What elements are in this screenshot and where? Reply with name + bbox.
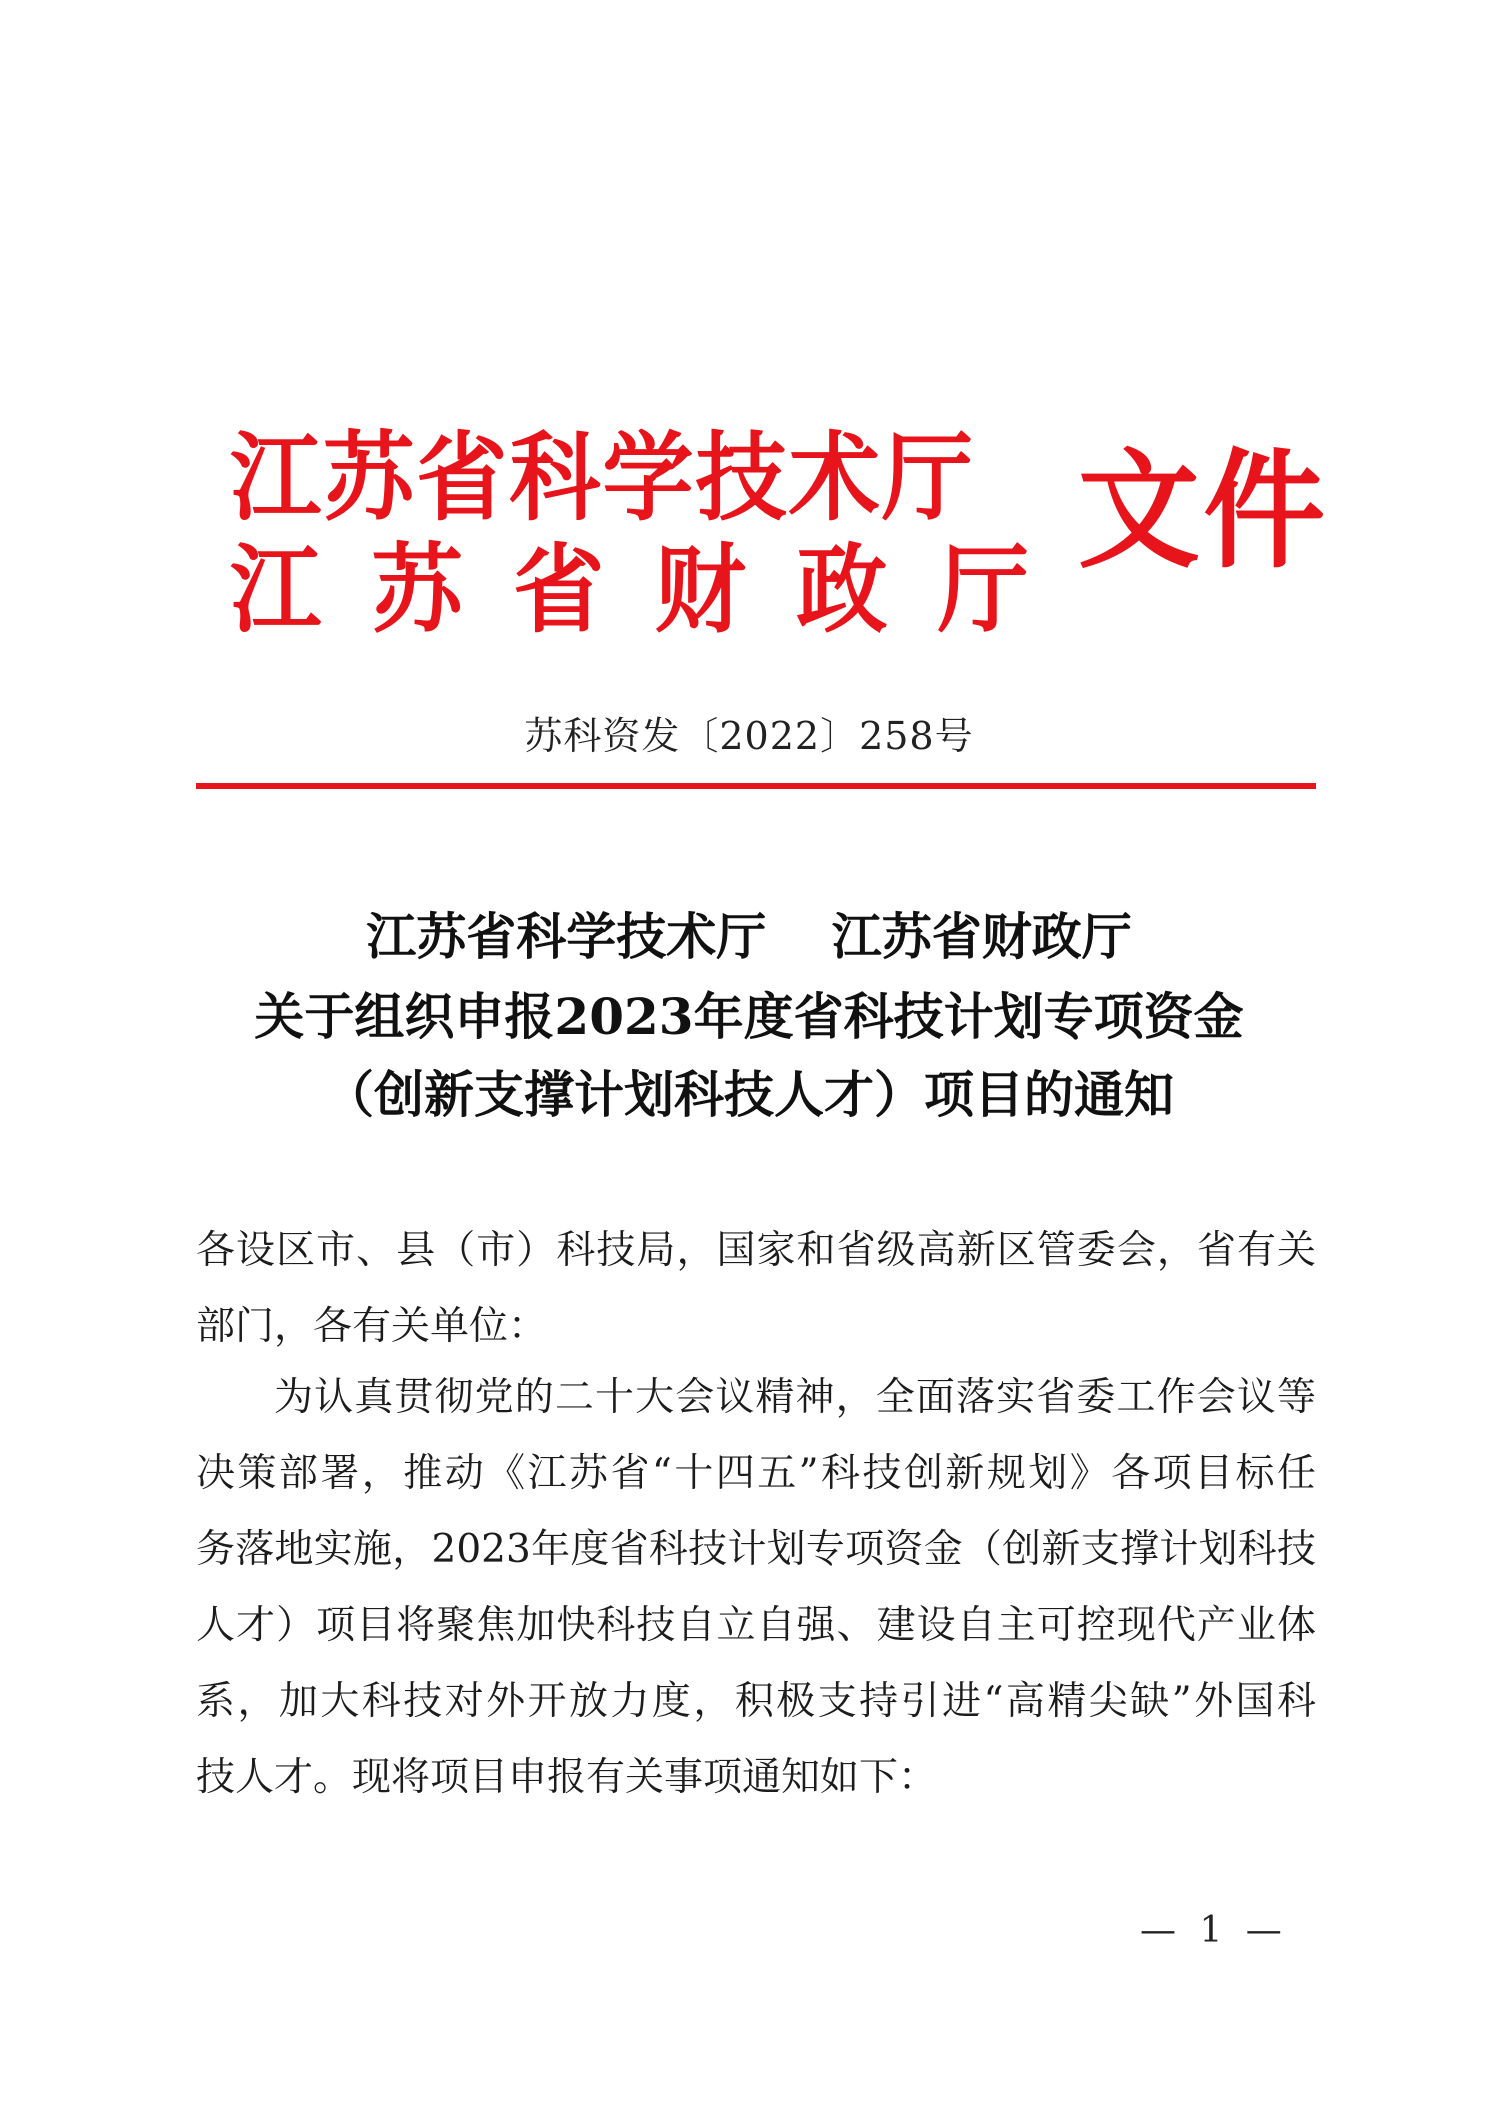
- paragraph-line: 人才）项目将聚焦加快科技自立自强、建设自主可控现代产业体: [196, 1603, 1316, 1648]
- red-divider-rule: [196, 783, 1316, 789]
- page-number: — 1 —: [1140, 1910, 1288, 1951]
- salutation-line: 各设区市、县（市）科技局，国家和省级高新区管委会，省有关: [196, 1228, 1316, 1273]
- masthead-suffix: 文件: [1078, 437, 1329, 586]
- masthead-line-2: 江苏省财政厅: [230, 534, 1080, 646]
- masthead-line-1: 江苏省科学技术厅: [230, 422, 975, 534]
- document-number: 苏科资发〔2022〕258号: [524, 714, 974, 758]
- paragraph-1: [196, 1360, 1316, 1816]
- paragraph-line: 系，加大科技对外开放力度，积极支持引进“高精尖缺”外国科: [196, 1679, 1316, 1724]
- title-line-1: 江苏省科学技术厅 江苏省财政厅: [366, 907, 1132, 966]
- title-line-3: （创新支撑计划科技人才）项目的通知: [324, 1065, 1174, 1124]
- title-line-2: 关于组织申报2023年度省科技计划专项资金: [254, 987, 1244, 1046]
- paragraph-line: 为认真贯彻党的二十大会议精神，全面落实省委工作会议等: [274, 1375, 1316, 1420]
- salutation-line: 部门，各有关单位：: [196, 1304, 548, 1349]
- paragraph-line: 务落地实施，2023年度省科技计划专项资金（创新支撑计划科技: [196, 1527, 1316, 1572]
- salutation: [196, 1213, 1316, 1365]
- paragraph-line: 技人才。现将项目申报有关事项通知如下：: [196, 1755, 938, 1800]
- paragraph-line: 决策部署，推动《江苏省“十四五”科技创新规划》各项目标任: [196, 1451, 1316, 1496]
